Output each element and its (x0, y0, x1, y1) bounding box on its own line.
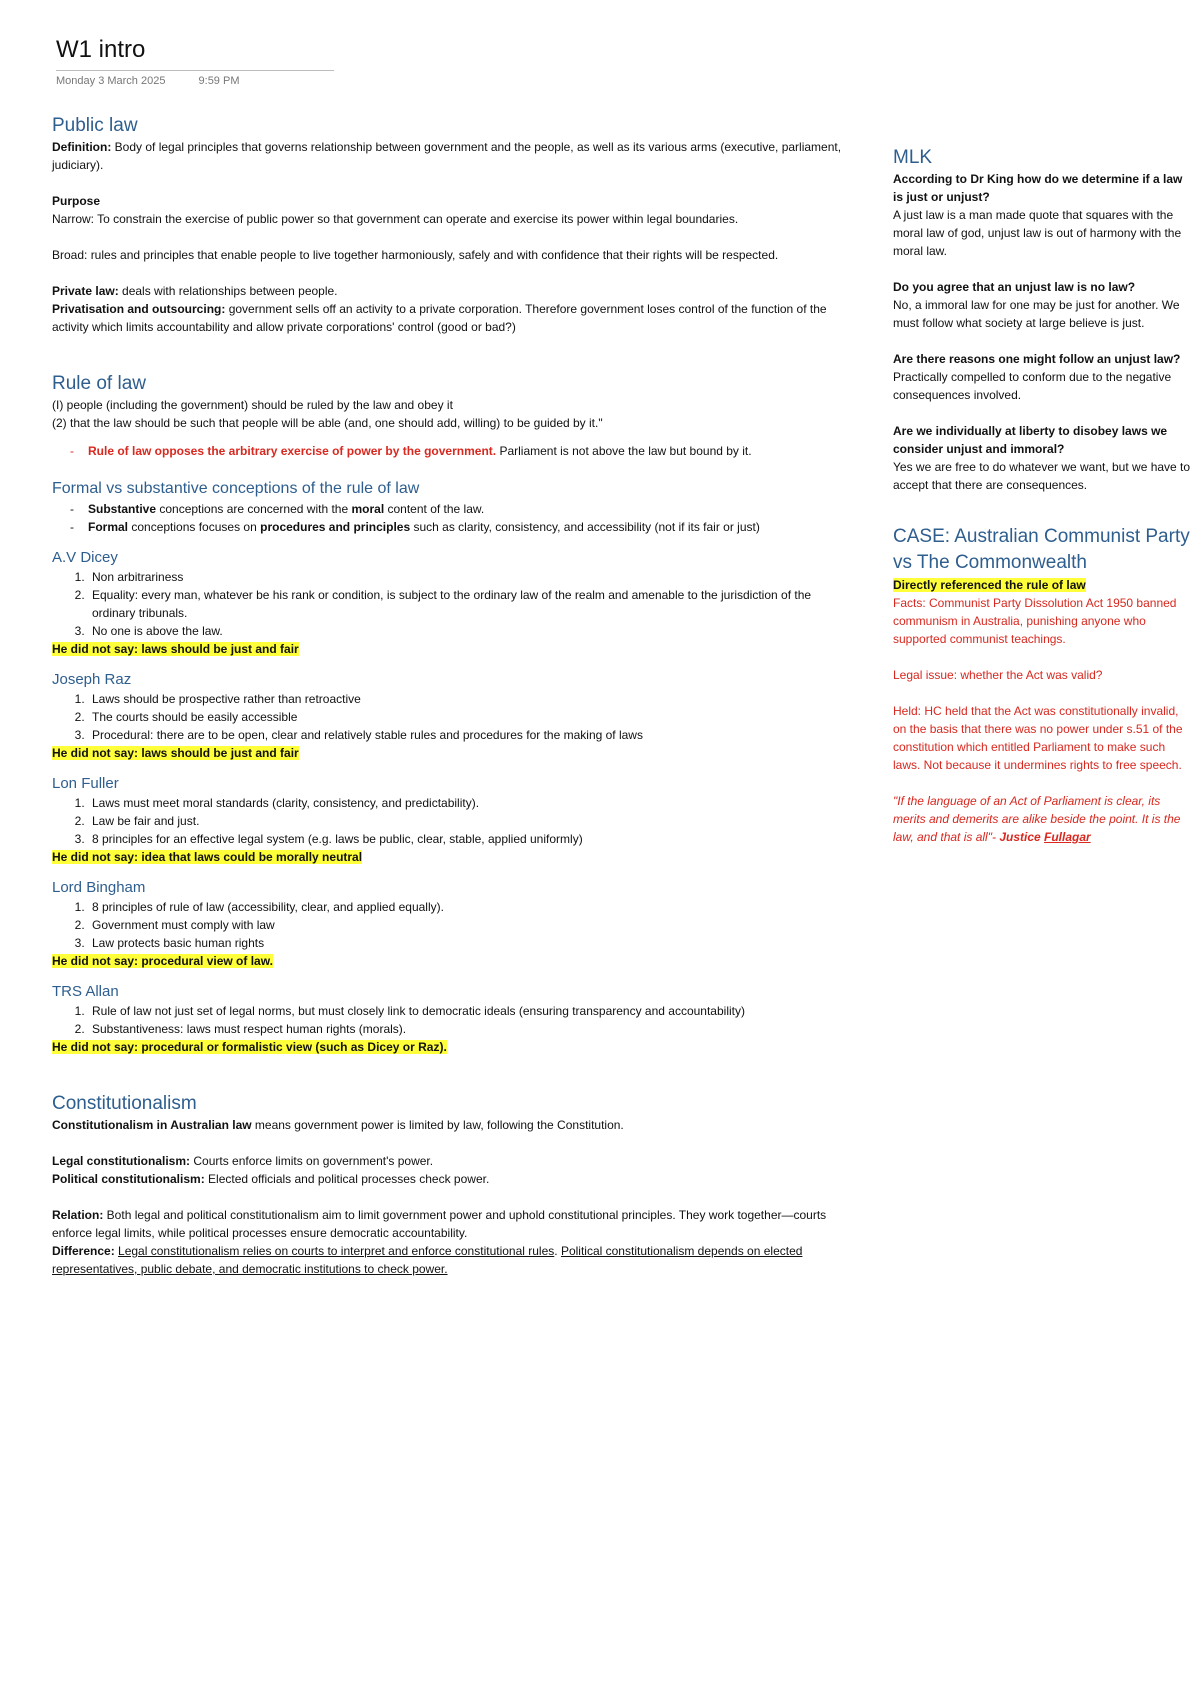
rule-of-law-line-1: (I) people (including the government) should be ruled by the law and obey it (52, 398, 453, 412)
heading-dicey: A.V Dicey (52, 549, 118, 566)
difference-separator: . (554, 1244, 561, 1258)
mlk-question-3: Are there reasons one might follow an unjust law? (893, 352, 1181, 366)
side-column (893, 146, 1193, 846)
rule-of-law-bullet-rest: Parliament is not above the law but bound by it. (496, 444, 752, 458)
legal-text: Courts enforce limits on government's power. (190, 1154, 434, 1168)
title-divider (56, 70, 334, 71)
case-quote-text: "If the language of an Act of Parliament is clear, its merits and demerits are alike beside the point. It is the law, and that is all"- (893, 794, 1181, 844)
heading-fuller: Lon Fuller (52, 775, 119, 792)
case-held: Held: HC held that the Act was constitutionally invalid, on the basis that there was no power under s.51 of the constitution which entitled Parliament to make such laws. Not because it undermines rights to free speech. (893, 704, 1183, 772)
list-item: 1. Rule of law not just set of legal norms, but must closely link to democratic ideals (ensuring transparency and accountability) (88, 1002, 852, 1020)
formal-vs-bullets (52, 500, 852, 536)
public-law-definition (52, 138, 852, 174)
relation (52, 1206, 852, 1242)
fuller-list (52, 794, 852, 848)
list-item: 3. Law protects basic human rights (88, 934, 852, 952)
privatisation-text: government sells off an activity to a private corporation. Therefore government loses control of the function of the activity which limits accountability and allow private corporations' control (good or bad?) (52, 302, 827, 334)
mlk-answer-2: No, a immoral law for one may be just for another. We must follow what society at large believe is just. (893, 298, 1180, 330)
heading-raz: Joseph Raz (52, 671, 132, 688)
list-item: 2. Law be fair and just. (88, 812, 852, 830)
definition-text: Body of legal principles that governs relationship between government and the people, as well as its various arms (executive, parliament, judiciary). (52, 140, 842, 172)
constitutionalism-intro (52, 1116, 852, 1134)
privatisation (52, 300, 852, 336)
fuller-note: He did not say: idea that laws could be morally neutral (52, 850, 363, 864)
mlk-answer-4: Yes we are free to do whatever we want, but we have to accept that there are consequences. (893, 460, 1191, 492)
raz-note: He did not say: laws should be just and fair (52, 746, 299, 760)
purpose-broad: Broad: rules and principles that enable people to live together harmoniously, safely and with confidence that their rights will be respected. (52, 248, 779, 262)
substantive-bullet (88, 500, 852, 518)
list-item: 3. Procedural: there are to be open, clear and relatively stable rules and procedures for the making of laws (88, 726, 852, 744)
difference-label: Difference: (52, 1244, 115, 1258)
mlk-question-4: Are we individually at liberty to disobey laws we consider unjust and immoral? (893, 424, 1168, 456)
dicey-note: He did not say: laws should be just and fair (52, 642, 299, 656)
case-quote-name: Fullagar (1044, 830, 1091, 844)
mlk-question-2: Do you agree that an unjust law is no law? (893, 280, 1136, 294)
relation-label: Relation: (52, 1208, 104, 1222)
dicey-list (52, 568, 852, 640)
formal-text-a: conceptions focuses on (128, 520, 261, 534)
page-time: 9:59 PM (198, 75, 240, 87)
list-item: 3. No one is above the law. (88, 622, 852, 640)
bingham-list (52, 898, 852, 952)
allan-list (52, 1002, 852, 1038)
rule-of-law-bullet (88, 442, 852, 460)
substantive-bold-2: moral (351, 502, 385, 516)
formal-bold: Formal (88, 520, 129, 534)
difference-political: Political constitutionalism depends on elected representatives, public debate, and democratic institutions to check power. (52, 1244, 803, 1276)
political-label: Political constitutionalism: (52, 1172, 205, 1186)
constitutionalism-intro-text: means government power is limited by law, following the Constitution. (251, 1118, 624, 1132)
heading-formal-vs-substantive: Formal vs substantive conceptions of the rule of law (52, 480, 420, 497)
page-date: Monday 3 March 2025 (56, 75, 166, 87)
legal-constitutionalism (52, 1152, 852, 1170)
formal-bold-2: procedures and principles (260, 520, 411, 534)
case-highlight: Directly referenced the rule of law (893, 578, 1086, 592)
list-item: 1. Laws must meet moral standards (clarity, consistency, and predictability). (88, 794, 852, 812)
privatisation-label: Privatisation and outsourcing: (52, 302, 226, 316)
heading-allan: TRS Allan (52, 983, 119, 1000)
heading-constitutionalism: Constitutionalism (52, 1093, 197, 1114)
heading-case: CASE: Australian Communist Party vs The Commonwealth (893, 526, 1190, 573)
political-constitutionalism (52, 1170, 852, 1188)
list-item: 2. Equality: every man, whatever be his rank or condition, is subject to the ordinary law of the realm and amenable to the jurisdiction of the ordinary tribunals. (88, 586, 852, 622)
mlk-question-1: According to Dr King how do we determine if a law is just or unjust? (893, 172, 1183, 204)
formal-bullet (88, 518, 852, 536)
raz-list (52, 690, 852, 744)
substantive-text-b: content of the law. (384, 502, 485, 516)
case-quote-judge: Justice (999, 830, 1045, 844)
case-facts: Facts: Communist Party Dissolution Act 1950 banned communism in Australia, punishing anyone who supported communist teachings. (893, 596, 1177, 646)
definition-label: Definition: (52, 140, 112, 154)
heading-bingham: Lord Bingham (52, 879, 146, 896)
substantive-bold: Substantive (88, 502, 157, 516)
page-meta (56, 75, 269, 87)
mlk-answer-1: A just law is a man made quote that squares with the moral law of god, unjust law is out of harmony with the moral law. (893, 208, 1182, 258)
rule-of-law-bullets (52, 442, 852, 460)
list-item: 3. 8 principles for an effective legal system (e.g. laws be public, clear, stable, applied uniformly) (88, 830, 852, 848)
heading-mlk: MLK (893, 147, 933, 168)
substantive-text-a: conceptions are concerned with the (156, 502, 352, 516)
list-item: 1. Laws should be prospective rather than retroactive (88, 690, 852, 708)
case-quote (893, 792, 1193, 846)
purpose-label: Purpose (52, 194, 101, 208)
rule-of-law-bullet-bold: Rule of law opposes the arbitrary exercise of power by the government. (88, 444, 497, 458)
mlk-answer-3: Practically compelled to conform due to the negative consequences involved. (893, 370, 1172, 402)
private-label: Private law: (52, 284, 119, 298)
allan-note: He did not say: procedural or formalistic view (such as Dicey or Raz). (52, 1040, 447, 1054)
relation-text: Both legal and political constitutionalism aim to limit government power and uphold constitutional principles. They work together—courts enforce legal limits, while political processes ensure democratic accountability. (52, 1208, 827, 1240)
list-item: 2. The courts should be easily accessible (88, 708, 852, 726)
private-law (52, 282, 852, 300)
political-text: Elected officials and political processes check power. (204, 1172, 490, 1186)
formal-text-b: such as clarity, consistency, and accessibility (not if its fair or just) (410, 520, 760, 534)
list-item: 2. Government must comply with law (88, 916, 852, 934)
legal-label: Legal constitutionalism: (52, 1154, 191, 1168)
rule-of-law-line-2: (2) that the law should be such that people will be able (and, one should add, willing) to be guided by it." (52, 416, 603, 430)
purpose-narrow: Narrow: To constrain the exercise of public power so that government can operate and exercise its power within legal boundaries. (52, 212, 739, 226)
case-issue: Legal issue: whether the Act was valid? (893, 668, 1103, 682)
constitutionalism-intro-bold: Constitutionalism in Australian law (52, 1118, 252, 1132)
list-item: 1. 8 principles of rule of law (accessibility, clear, and applied equally). (88, 898, 852, 916)
list-item: 2. Substantiveness: laws must respect human rights (morals). (88, 1020, 852, 1038)
main-column (52, 114, 852, 1278)
bingham-note: He did not say: procedural view of law. (52, 954, 273, 968)
private-text: deals with relationships between people. (118, 284, 338, 298)
heading-public-law: Public law (52, 115, 138, 136)
page-title: W1 intro (56, 36, 146, 63)
list-item: 1. Non arbitrariness (88, 568, 852, 586)
difference (52, 1242, 852, 1278)
difference-legal: Legal constitutionalism relies on courts to interpret and enforce constitutional rules (118, 1244, 555, 1258)
heading-rule-of-law: Rule of law (52, 373, 146, 394)
